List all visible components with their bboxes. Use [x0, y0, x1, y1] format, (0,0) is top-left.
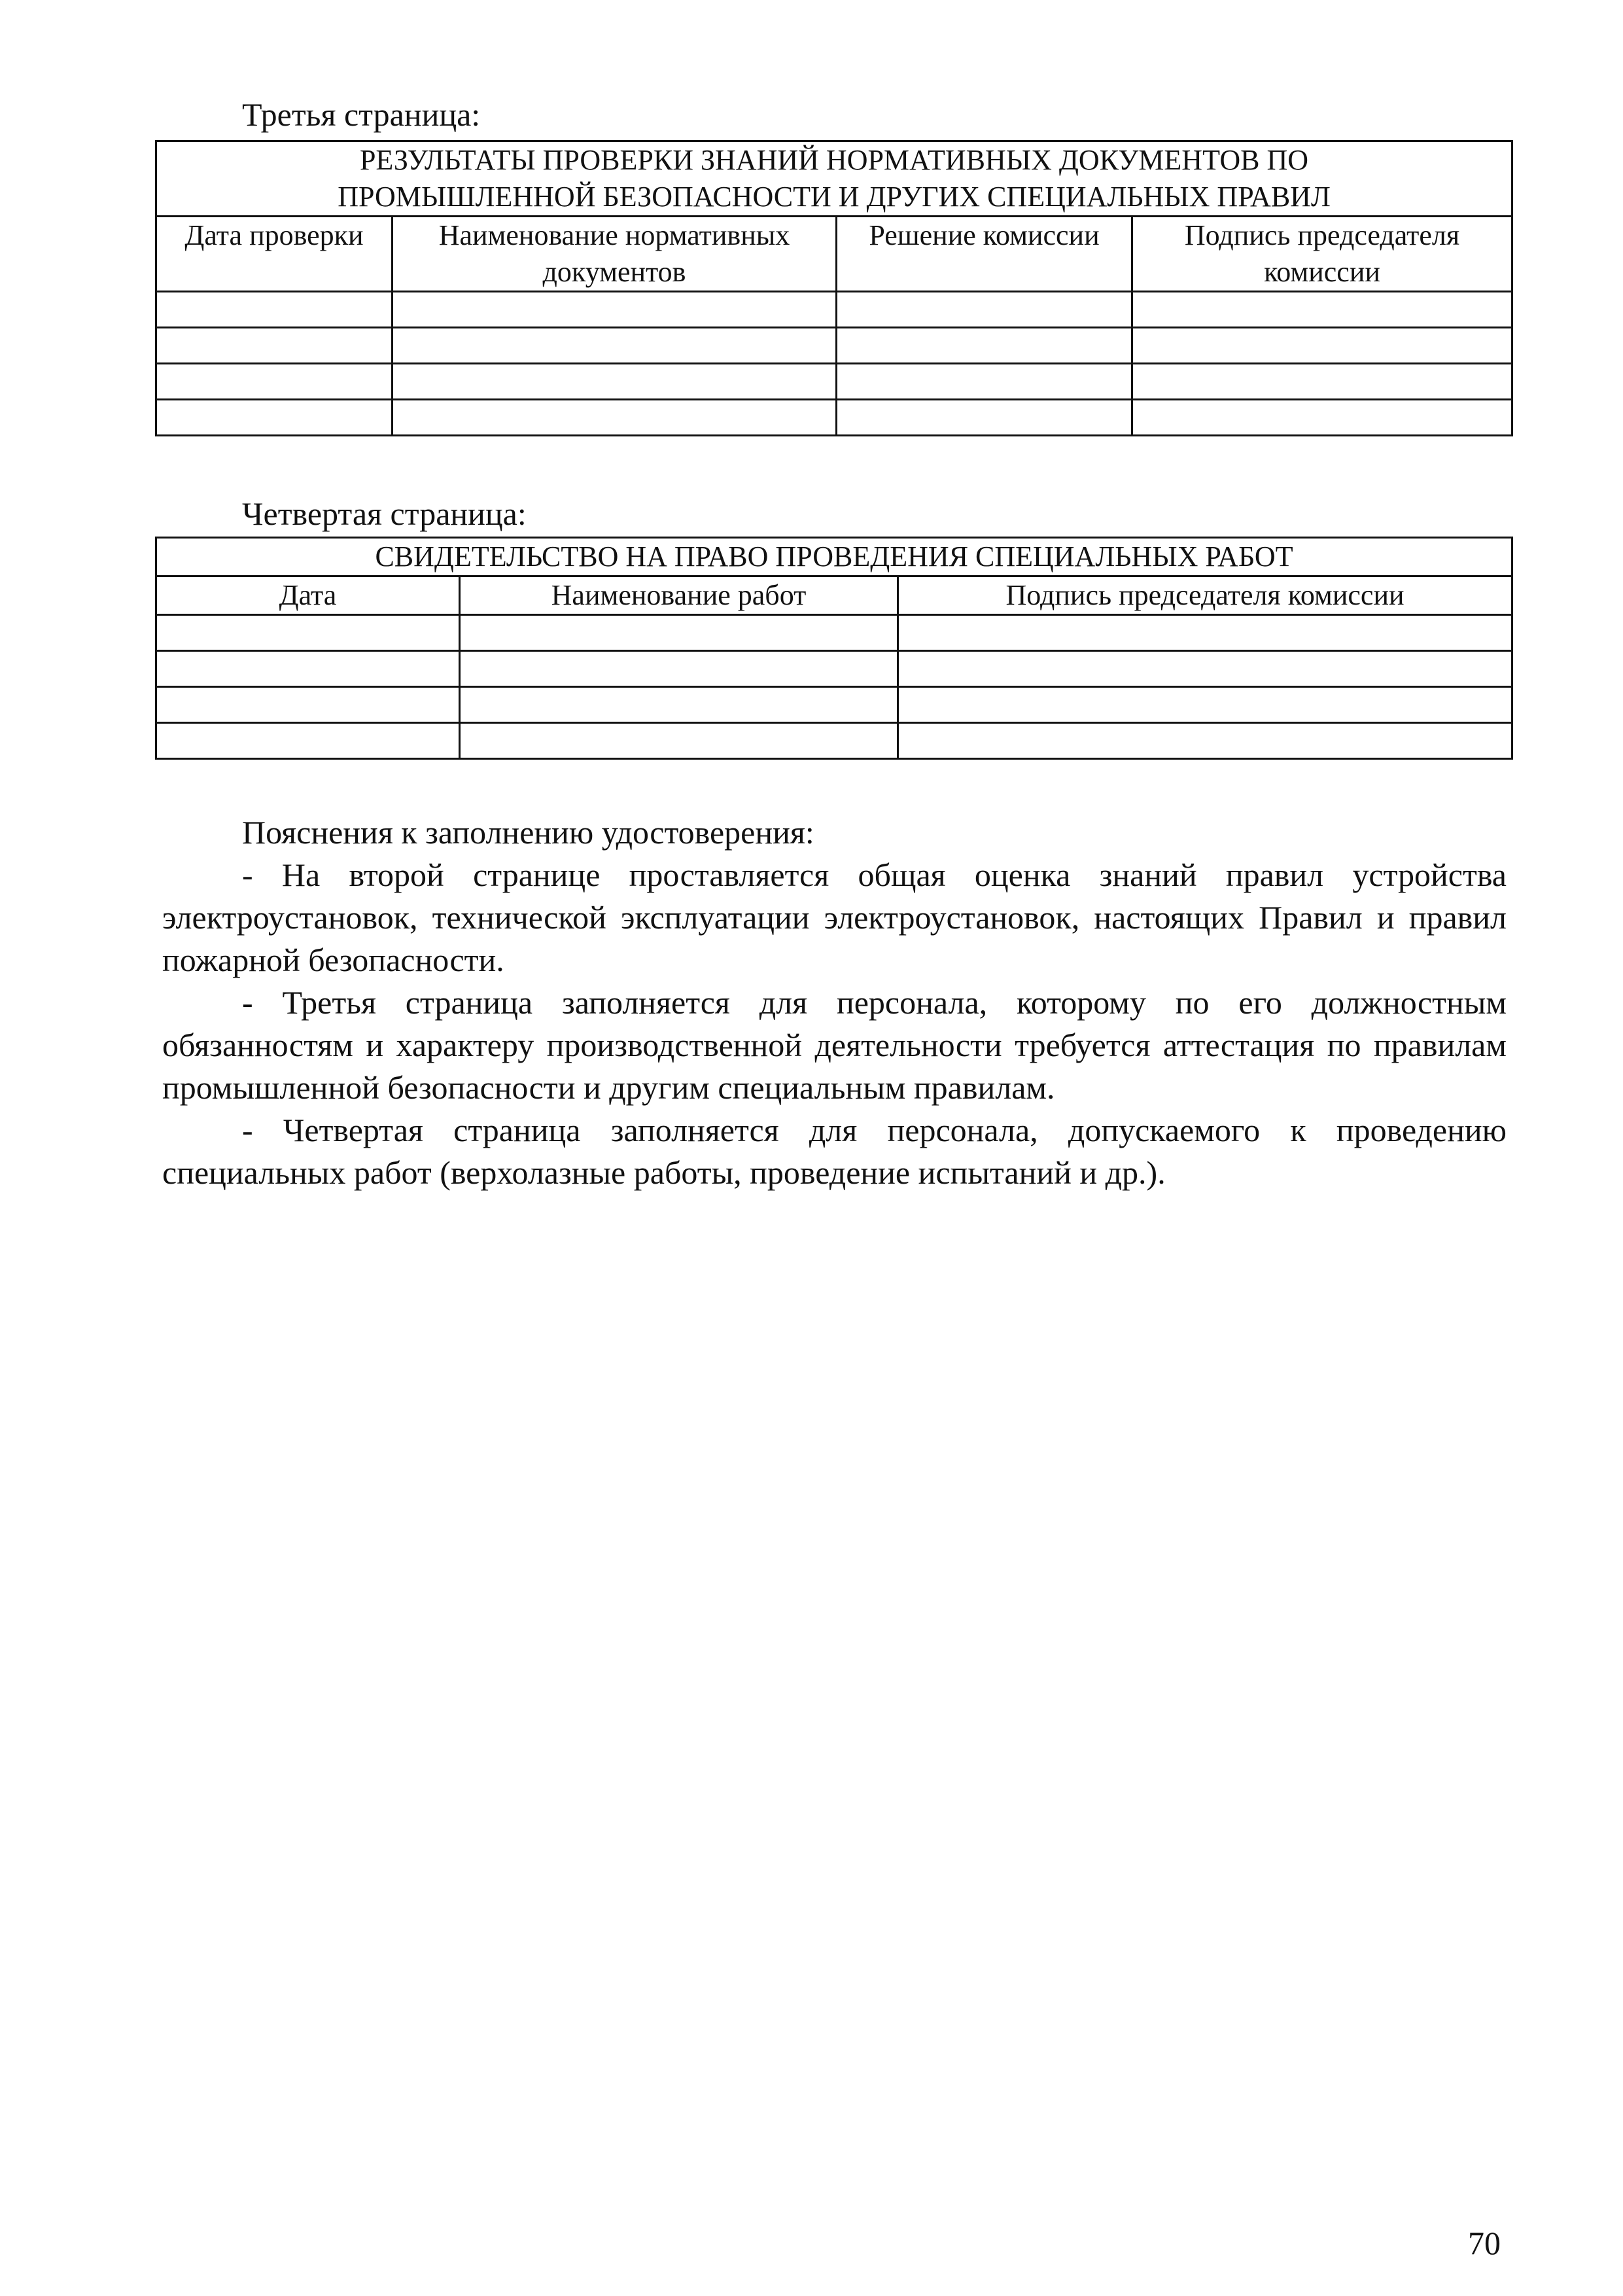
empty-cell[interactable] [460, 723, 898, 759]
empty-cell[interactable] [393, 364, 837, 400]
table-row [156, 651, 1512, 687]
column-header-documents [393, 217, 837, 292]
third-page-label: Третья страница: [242, 96, 481, 133]
empty-cell[interactable] [1132, 400, 1512, 436]
empty-cell[interactable] [837, 292, 1132, 328]
knowledge-check-table-title [156, 141, 1512, 217]
table-row [156, 400, 1512, 436]
column-header-text: Решение комиссии [869, 219, 1100, 251]
empty-cell[interactable] [837, 400, 1132, 436]
column-header-works: Наименование работ [460, 576, 898, 615]
empty-cell[interactable] [393, 328, 837, 364]
empty-cell[interactable] [898, 615, 1512, 651]
empty-cell[interactable] [156, 651, 460, 687]
fourth-page-label: Четвертая страница: [242, 495, 527, 532]
empty-cell[interactable] [837, 328, 1132, 364]
table-row [156, 615, 1512, 651]
note-item: - Третья страница заполняется для персонала, которому по его должностным обязанностям и характеру производственной деятельности требуется аттестация по правилам промышленной безопасности и другим специальным правилам. [162, 984, 1507, 1106]
table-row [156, 723, 1512, 759]
column-header-date [156, 217, 393, 292]
empty-cell[interactable] [898, 723, 1512, 759]
empty-cell[interactable] [156, 328, 393, 364]
column-header-text: комиссии [1264, 256, 1380, 288]
filling-notes [162, 811, 1507, 1194]
empty-cell[interactable] [898, 651, 1512, 687]
empty-cell[interactable] [1132, 328, 1512, 364]
note-item: - Четвертая страница заполняется для персонала, допускаемого к проведению специальных работ (верхолазные работы, проведение испытаний и др.). [162, 1112, 1507, 1191]
table-row [156, 328, 1512, 364]
empty-cell[interactable] [898, 687, 1512, 723]
empty-cell[interactable] [156, 400, 393, 436]
note-item: - На второй странице проставляется общая оценка знаний правил устройства электроустановок, технической эксплуатации электроустановок, настоящих Правил и правил пожарной безопасности. [162, 857, 1507, 978]
table-row [156, 687, 1512, 723]
empty-cell[interactable] [156, 615, 460, 651]
empty-cell[interactable] [156, 723, 460, 759]
column-header-text: Подпись председателя [1184, 219, 1460, 251]
empty-cell[interactable] [460, 651, 898, 687]
table-title-row [156, 141, 1512, 217]
empty-cell[interactable] [393, 292, 837, 328]
empty-cell[interactable] [460, 687, 898, 723]
column-header-date: Дата [156, 576, 460, 615]
column-header-text: документов [542, 256, 686, 288]
empty-cell[interactable] [156, 292, 393, 328]
table-header-row [156, 576, 1512, 615]
empty-cell[interactable] [393, 400, 837, 436]
column-header-signature [1132, 217, 1512, 292]
table-title-row [156, 538, 1512, 576]
empty-cell[interactable] [837, 364, 1132, 400]
empty-cell[interactable] [156, 687, 460, 723]
special-works-table [155, 537, 1513, 760]
column-header-signature: Подпись председателя комиссии [898, 576, 1512, 615]
table-row [156, 364, 1512, 400]
notes-heading: Пояснения к заполнению удостоверения: [242, 814, 814, 851]
empty-cell[interactable] [1132, 364, 1512, 400]
table-header-row [156, 217, 1512, 292]
column-header-text: Дата проверки [184, 219, 364, 251]
special-works-table-title: СВИДЕТЕЛЬСТВО НА ПРАВО ПРОВЕДЕНИЯ СПЕЦИАЛЬНЫХ РАБОТ [156, 538, 1512, 576]
column-header-decision [837, 217, 1132, 292]
title-line-2: ПРОМЫШЛЕННОЙ БЕЗОПАСНОСТИ И ДРУГИХ СПЕЦИАЛЬНЫХ ПРАВИЛ [338, 181, 1331, 213]
knowledge-check-table [155, 140, 1513, 436]
column-header-text: Наименование нормативных [438, 219, 790, 251]
page-number: 70 [1468, 2225, 1501, 2261]
empty-cell[interactable] [156, 364, 393, 400]
empty-cell[interactable] [460, 615, 898, 651]
title-line-1: РЕЗУЛЬТАТЫ ПРОВЕРКИ ЗНАНИЙ НОРМАТИВНЫХ ДОКУМЕНТОВ ПО [359, 144, 1309, 176]
table-row [156, 292, 1512, 328]
empty-cell[interactable] [1132, 292, 1512, 328]
